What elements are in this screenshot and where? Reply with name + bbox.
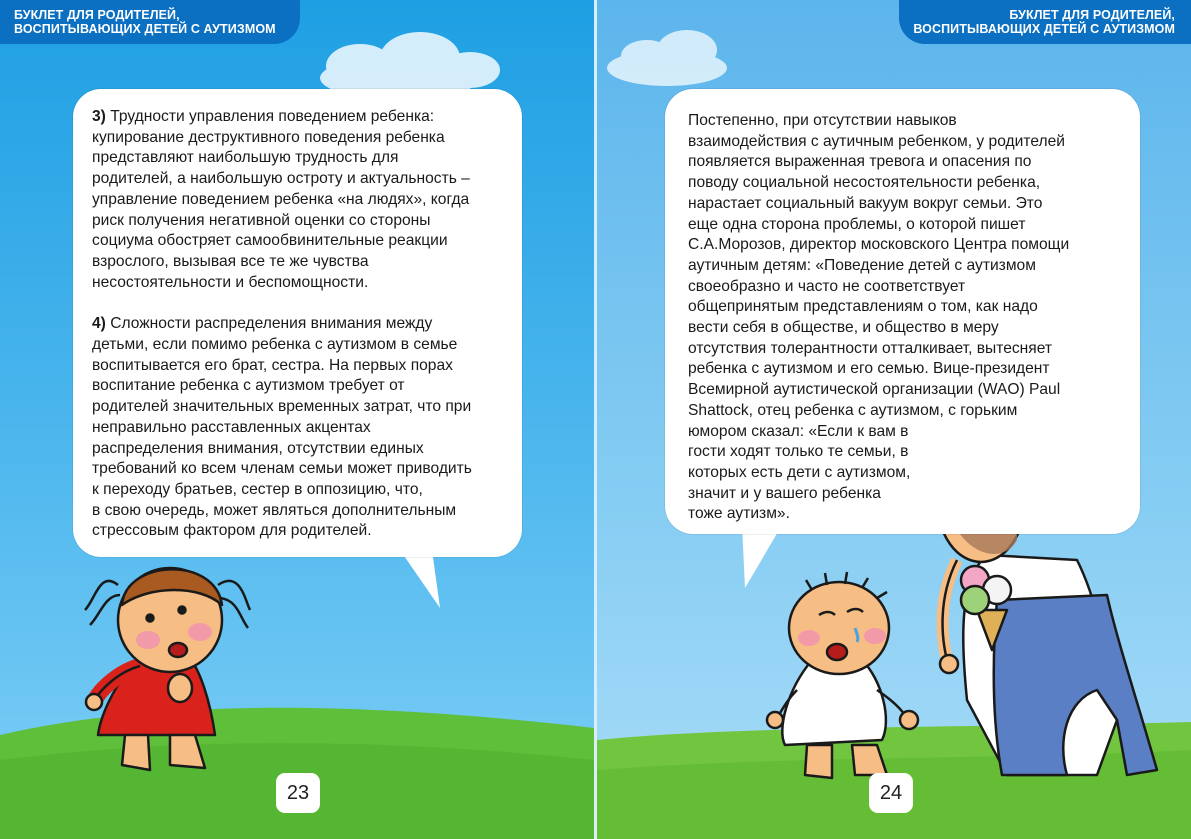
text-line: Shattock, отец ребенка с аутизмом, с горьким [688, 401, 1018, 419]
paragraph-3 [92, 107, 522, 293]
text-line: нарастает социальный вакуум вокруг семьи. Это [688, 194, 1043, 212]
text-line: еще одна сторона проблемы, о которой пишет [688, 215, 1026, 233]
header-line-1: БУКЛЕТ ДЛЯ РОДИТЕЛЕЙ, [14, 8, 180, 22]
page-left [0, 0, 594, 839]
text-line: требований ко всем членам семьи может приводить [92, 460, 472, 478]
text-line: значит и у вашего ребенка [688, 484, 881, 502]
text-line: детьми, если помимо ребенка с аутизмом в семье [92, 336, 458, 354]
text-line: социума обостряет самообвинительные реакции [92, 232, 448, 250]
text-line: поводу социальной несостоятельности ребенка, [688, 174, 1041, 192]
text-line: общепринятым представлениям о том, как надо [688, 298, 1038, 316]
text-line: аутичным детям: «Поведение детей с аутизмом [688, 256, 1036, 274]
page-number: 24 [869, 773, 913, 813]
text-line: гости ходят только те семьи, в [688, 443, 909, 461]
text-line: представляют наибольшую трудность для [92, 149, 399, 167]
speech-bubble-right [665, 89, 1140, 534]
text-line: родителей значительных временных затрат, что при [92, 398, 472, 416]
text-line: управление поведением ребенка «на людях», когда [92, 190, 470, 208]
text-line: юмором сказал: «Если к вам в [688, 422, 909, 440]
text-line: неправильно расставленных акцентах [92, 418, 371, 436]
text-line: несостоятельности и беспомощности. [92, 273, 369, 291]
text-line: купирование деструктивного поведения ребенка [92, 128, 445, 146]
text-line: Всемирной аутистической организации (WAO) Paul [688, 381, 1061, 399]
paragraph-quote [688, 111, 1140, 525]
speech-bubble-left [73, 89, 522, 557]
text-line: ребенка с аутизмом и его семью. Вице-президент [688, 360, 1050, 378]
text-line: родителей, а наибольшую остроту и актуальность – [92, 170, 470, 188]
text-line: которых есть дети с аутизмом, [688, 463, 911, 481]
text-line: Трудности управления поведением ребенка: [105, 108, 435, 125]
paragraph-4-number: 4) [92, 315, 106, 333]
header-line-2: ВОСПИТЫВАЮЩИХ ДЕТЕЙ С АУТИЗМОМ [913, 22, 1175, 36]
text-line: вести себя в обществе, и общество в меру [688, 319, 999, 337]
text-line: тоже аутизм». [688, 505, 790, 523]
text-line: воспитывается его брат, сестра. На первых порах [92, 356, 453, 374]
text-line: Постепенно, при отсутствии навыков [688, 112, 957, 129]
text-line: С.А.Морозов, директор московского Центра помощи [688, 236, 1070, 254]
text-line: взаимодействия с аутичным ребенком, у родителей [688, 132, 1065, 150]
text-line: взрослого, вызывая все те же чувства [92, 252, 369, 270]
text-line: воспитание ребенка с аутизмом требует от [92, 377, 405, 395]
text-line: отсутствия толерантности отталкивает, вытесняет [688, 339, 1053, 357]
cloud-illustration [607, 30, 727, 86]
page-right [597, 0, 1191, 839]
paragraph-4 [92, 314, 522, 542]
text-line: риск получения негативной оценки со стороны [92, 211, 431, 229]
text-line: к переходу братьев, сестер в оппозицию, что, [92, 480, 423, 498]
page-number: 23 [276, 773, 320, 813]
text-line: распределения внимания, отсутствии единых [92, 439, 424, 457]
header-line-1: БУКЛЕТ ДЛЯ РОДИТЕЛЕЙ, [1009, 8, 1175, 22]
text-line: своеобразно и часто не соответствует [688, 277, 966, 295]
text-line: появляется выраженная тревога и опасения по [688, 153, 1032, 171]
text-line: Сложности распределения внимания между [105, 315, 433, 333]
text-line: в свою очередь, может являться дополнительным [92, 501, 457, 519]
header-line-2: ВОСПИТЫВАЮЩИХ ДЕТЕЙ С АУТИЗМОМ [14, 22, 276, 36]
paragraph-3-number: 3) [92, 108, 106, 125]
text-line: стрессовым фактором для родителей. [92, 522, 372, 540]
